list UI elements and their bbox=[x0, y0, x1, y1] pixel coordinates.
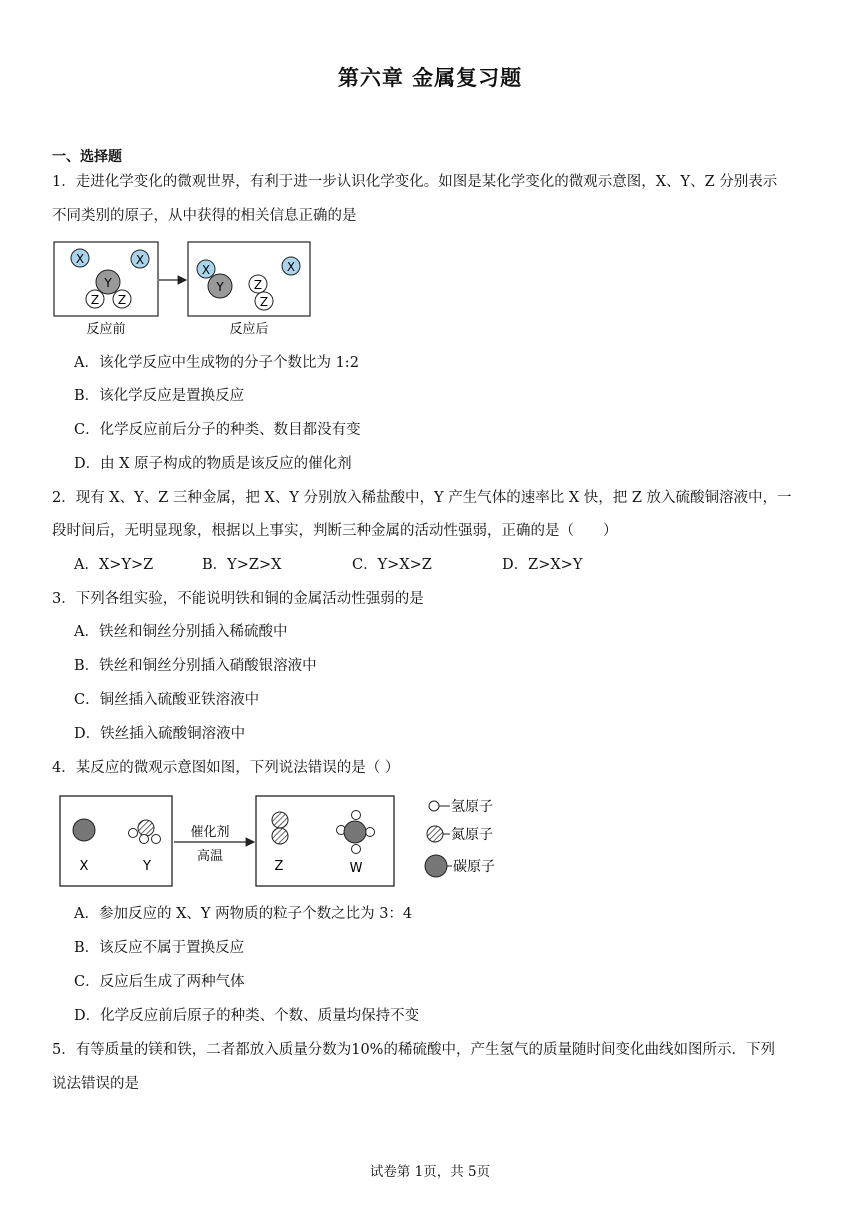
q2-option-a: A．X>Y>Z bbox=[74, 557, 154, 573]
q3-option-d: D．铁丝插入硫酸铜溶液中 bbox=[74, 726, 246, 742]
q4-legend-nitrogen-symbol bbox=[427, 826, 443, 842]
q1-atom-z bbox=[249, 275, 267, 293]
q1-label-before: 反应前 bbox=[86, 322, 126, 337]
q4-label-y: Y bbox=[143, 859, 151, 874]
svg-text:Z: Z bbox=[253, 278, 263, 292]
q2-option-c: C．Y>X>Z bbox=[352, 557, 432, 573]
q4-legend-hydrogen: 氢原子 bbox=[451, 799, 493, 815]
q1-option-a: A．该化学反应中生成物的分子个数比为 1:2 bbox=[74, 355, 359, 371]
q4-label-w: W bbox=[349, 861, 363, 876]
q4-label-x: X bbox=[79, 859, 89, 874]
q3-option-c: C．铜丝插入硫酸亚铁溶液中 bbox=[74, 692, 260, 708]
q2-stem-line1: 2．现有 X、Y、Z 三种金属，把 X、Y 分别放入稀盐酸中，Y 产生气体的速率比 X 快，把 Z 放入硫酸铜溶液中，一 bbox=[52, 490, 792, 506]
q4-option-b: B．该反应不属于置换反应 bbox=[74, 940, 245, 956]
q1-atom-x bbox=[197, 260, 215, 278]
q2-option-b: B．Y>Z>X bbox=[202, 557, 282, 573]
q4-option-d: D．化学反应前后原子的种类、个数、质量均保持不变 bbox=[74, 1008, 420, 1024]
page-title: 第六章 金属复习题 bbox=[337, 65, 523, 90]
q4-nitrogen-atom bbox=[138, 820, 154, 836]
q1-stem-line1: 1．走进化学变化的微观世界，有利于进一步认识化学变化。如图是某化学变化的微观示意图，X、Y、Z 分别表示 bbox=[52, 174, 778, 190]
q4-nitrogen-atom bbox=[272, 812, 288, 828]
q4-legend-carbon: 碳原子 bbox=[453, 859, 495, 875]
q1-atom-z bbox=[255, 292, 273, 310]
q4-hydrogen-atom bbox=[366, 828, 375, 837]
q1-atom-x bbox=[71, 249, 89, 267]
q1-stem-line2: 不同类别的原子，从中获得的相关信息正确的是 bbox=[52, 208, 357, 224]
svg-text:X: X bbox=[75, 252, 85, 266]
svg-text:X: X bbox=[135, 253, 145, 267]
q3-option-a: A．铁丝和铜丝分别插入稀硫酸中 bbox=[74, 624, 288, 640]
q4-hydrogen-atom bbox=[352, 811, 361, 820]
svg-text:Y: Y bbox=[216, 280, 224, 294]
q1-atom-z bbox=[113, 290, 131, 308]
q1-atom-x bbox=[131, 250, 149, 268]
q3-option-b: B．铁丝和铜丝分别插入硝酸银溶液中 bbox=[74, 658, 317, 674]
q4-legend-carbon-symbol bbox=[425, 855, 447, 877]
q1-reaction-figure bbox=[52, 240, 314, 340]
q1-atom-y bbox=[96, 270, 120, 294]
q4-label-z: Z bbox=[274, 859, 284, 874]
q4-carbon-atom bbox=[344, 821, 366, 843]
q1-label-after: 反应后 bbox=[229, 322, 269, 337]
q5-stem-line2: 说法错误的是 bbox=[52, 1076, 139, 1092]
page-footer: 试卷第 1页，共 5页 bbox=[369, 1164, 491, 1180]
section-heading: 一、选择题 bbox=[52, 149, 122, 165]
q1-option-c: C．化学反应前后分子的种类、数目都没有变 bbox=[74, 422, 361, 438]
q4-hydrogen-atom bbox=[152, 835, 161, 844]
q1-option-b: B．该化学反应是置换反应 bbox=[74, 388, 245, 404]
q4-hydrogen-atom bbox=[129, 829, 138, 838]
svg-text:Z: Z bbox=[117, 293, 127, 307]
q1-atom-x bbox=[282, 257, 300, 275]
svg-text:Y: Y bbox=[104, 276, 112, 290]
q1-option-d: D．由 X 原子构成的物质是该反应的催化剂 bbox=[74, 456, 352, 472]
q2-options-row bbox=[74, 555, 582, 575]
q4-legend-nitrogen: 氮原子 bbox=[451, 827, 493, 843]
q4-hydrogen-atom bbox=[352, 845, 361, 854]
svg-text:X: X bbox=[286, 260, 296, 274]
q4-legend-hydrogen-symbol bbox=[429, 801, 439, 811]
q4-option-c: C．反应后生成了两种气体 bbox=[74, 974, 245, 990]
svg-text:Z: Z bbox=[90, 293, 100, 307]
q4-nitrogen-atom bbox=[272, 828, 288, 844]
svg-text:X: X bbox=[201, 263, 211, 277]
q3-stem: 3．下列各组实验，不能说明铁和铜的金属活动性强弱的是 bbox=[52, 591, 424, 607]
q1-atom-y bbox=[208, 274, 232, 298]
q2-option-d: D．Z>X>Y bbox=[502, 557, 583, 573]
q4-condition-catalyst: 催化剂 bbox=[190, 825, 230, 840]
svg-text:Z: Z bbox=[259, 295, 269, 309]
q4-hydrogen-atom bbox=[140, 835, 149, 844]
q4-carbon-atom bbox=[73, 819, 95, 841]
q2-stem-line2: 段时间后，无明显现象，根据以上事实，判断三种金属的活动性强弱，正确的是（ ） bbox=[52, 523, 618, 539]
q5-stem-line1: 5．有等质量的镁和铁，二者都放入质量分数为10%的稀硫酸中，产生氢气的质量随时间变化曲线如图所示．下列 bbox=[52, 1042, 775, 1058]
q4-option-a: A．参加反应的 X、Y 两物质的粒子个数之比为 3：4 bbox=[74, 906, 413, 922]
q1-atom-z bbox=[86, 290, 104, 308]
q4-condition-temperature: 高温 bbox=[196, 849, 224, 864]
q4-reaction-figure bbox=[58, 792, 518, 892]
q4-stem: 4．某反应的微观示意图如图，下列说法错误的是（ ） bbox=[52, 760, 400, 776]
